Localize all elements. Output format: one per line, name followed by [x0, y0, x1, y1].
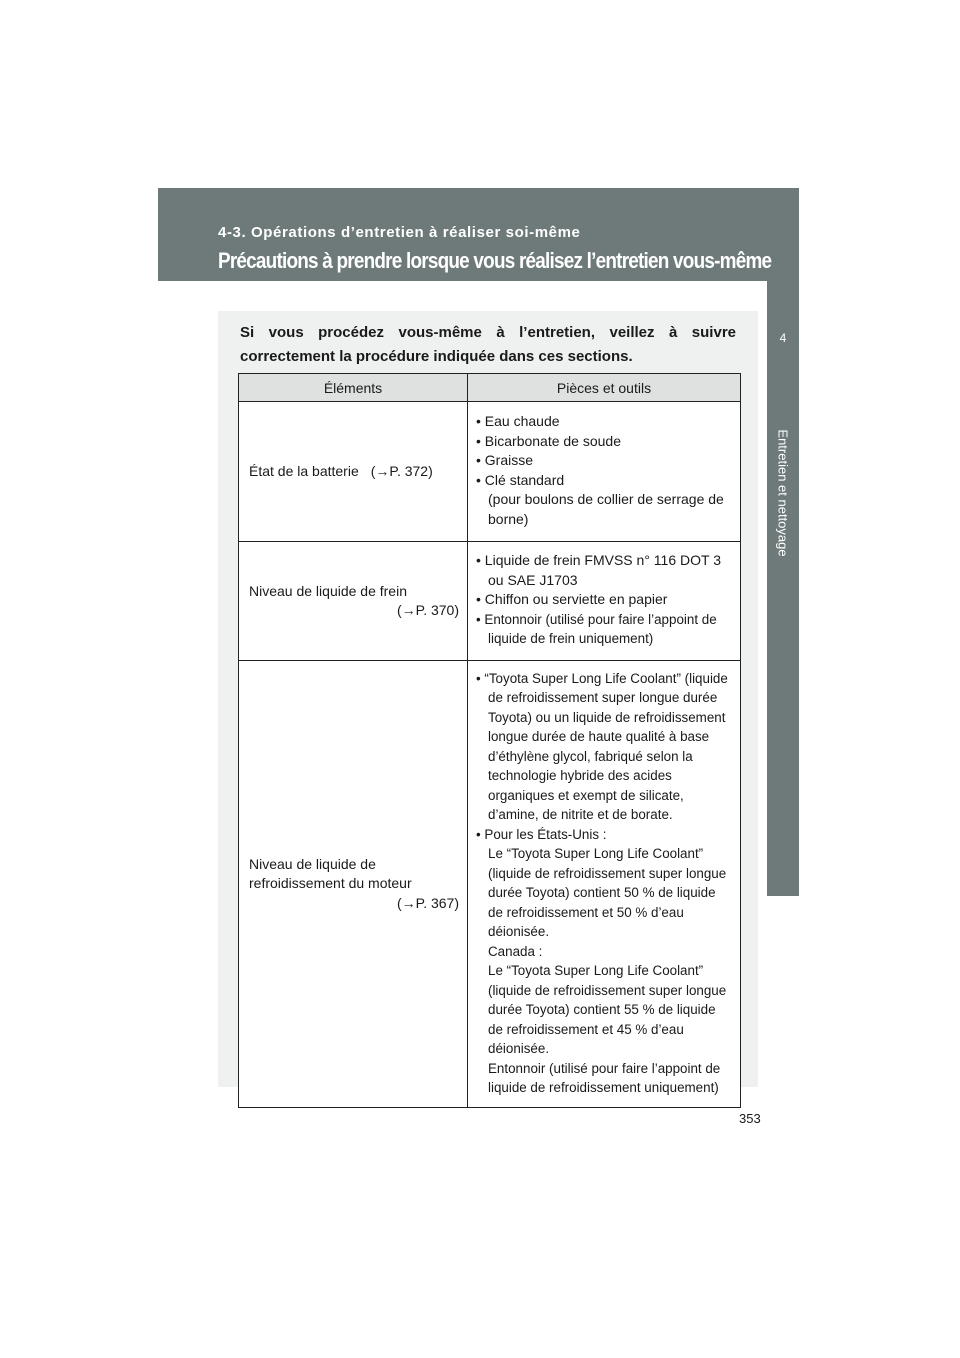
- list-item-continuation: (pour boulons de collier de serrage de borne): [488, 491, 724, 527]
- list-item: • Liquide de frein FMVSS n° 116 DOT 3 ou SAE J1703: [476, 552, 721, 588]
- page-reference: (→P. 370): [397, 602, 459, 618]
- page-title: Précautions à prendre lorsque vous réalisez l’entretien vous-même: [218, 248, 772, 273]
- list-item-continuation: Entonnoir (utilisé pour faire l’appoint de liquide de refroidissement uniquement): [488, 1060, 721, 1095]
- list-item: • Chiffon ou serviette en papier: [476, 591, 668, 608]
- item-name: État de la batterie: [249, 462, 359, 479]
- table-header-row: [239, 374, 741, 402]
- list-item: • Eau chaude: [476, 413, 560, 429]
- table-row: [239, 542, 741, 661]
- list-item: • Entonnoir (utilisé pour faire l’appoint de liquide de frein uniquement): [476, 611, 717, 647]
- list-item-continuation: Le “Toyota Super Long Life Coolant” (liquide de refroidissement super longue durée Toyota) contient 50 % de liquide de refroidissement et 50 % d’eau déionisée.: [488, 846, 727, 939]
- list-item: • Bicarbonate de soude: [476, 432, 622, 449]
- parts-tools-table: [238, 373, 741, 1108]
- parts-cell: [468, 661, 741, 1108]
- list-item: • Pour les États-Unis :: [476, 826, 607, 842]
- item-name-line: Niveau de liquide de: [249, 855, 376, 872]
- table-row: [239, 661, 741, 1108]
- table-row: [239, 402, 741, 542]
- page-number: 353: [739, 1111, 761, 1126]
- page-reference: (→P. 372): [370, 462, 433, 479]
- column-header-parts: Pièces et outils: [468, 374, 741, 402]
- item-name: Niveau de liquide de frein: [249, 582, 407, 599]
- chapter-header: [158, 188, 799, 281]
- parts-cell: [468, 542, 741, 661]
- list-item-continuation: Canada :: [488, 943, 543, 959]
- column-header-items: Éléments: [239, 374, 468, 402]
- section-label: 4-3. Opérations d’entretien à réaliser soi-même: [218, 224, 581, 241]
- parts-cell: [468, 402, 741, 542]
- item-cell: [239, 661, 468, 1108]
- item-cell: [239, 542, 468, 661]
- item-cell: [239, 402, 468, 542]
- content-panel: [218, 311, 758, 1095]
- chapter-label: Entretien et nettoyage: [775, 429, 791, 557]
- intro-text: Si vous procédez vous-même à l’entretien, veillez à suivre correctement la procédure indiquée dans ces sections.: [240, 324, 736, 365]
- item-name-line: refroidissement du moteur: [249, 875, 412, 892]
- page-reference: (→P. 367): [397, 894, 459, 911]
- list-item: • Clé standard: [476, 471, 565, 488]
- list-item: • Graisse: [476, 452, 534, 468]
- chapter-number: 4: [779, 331, 787, 345]
- chapter-side-tab: [767, 281, 799, 896]
- list-item: • “Toyota Super Long Life Coolant” (liquide de refroidissement super longue durée Toyota) ou un liquide de refroidissement longue durée de haute qualité à base d’éthylène glycol, fabriqué selon la technologie hybride des acides organiques et exempt de silicate, d’amine, de nitrite et de borate.: [476, 670, 728, 822]
- list-item-continuation: Le “Toyota Super Long Life Coolant” (liquide de refroidissement super longue durée Toyota) contient 55 % de liquide de refroidissement et 45 % d’eau déionisée.: [488, 963, 727, 1056]
